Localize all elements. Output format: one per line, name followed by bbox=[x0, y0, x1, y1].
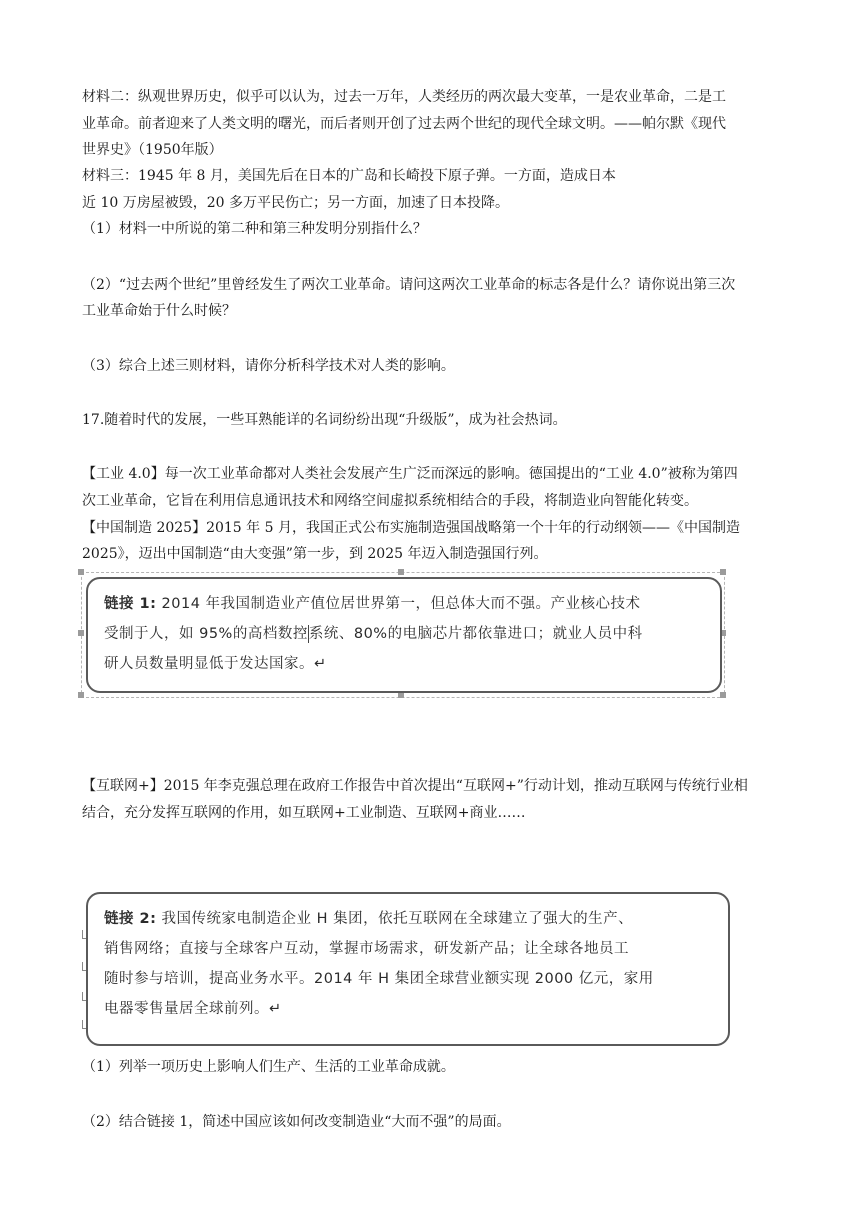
q17-question-2: （2）结合链接 1，简述中国应该如何改变制造业“大而不强”的局面。 bbox=[82, 1114, 511, 1130]
resize-handle[interactable] bbox=[78, 630, 84, 636]
link1-line3: 研人员数量明显低于发达国家。↵ bbox=[104, 656, 327, 672]
q16-question-2-line2: 工业革命始于什么时候？ bbox=[82, 303, 236, 319]
link2-line4: 电器零售量居全球前列。↵ bbox=[104, 1001, 282, 1017]
link2-line3: 随时参与培训，提高业务水平。2014 年 H 集团全球营业额实现 2000 亿元，家用 bbox=[104, 971, 654, 987]
internet-plus-line2: 结合，充分发挥互联网的作用，如互联网+工业制造、互联网+商业…… bbox=[82, 805, 526, 821]
material2-line1: 材料二：纵观世界历史，似乎可以认为，过去一万年，人类经历的两次最大变革，一是农业革命，二是工 bbox=[82, 89, 726, 105]
paragraph-mark bbox=[82, 962, 86, 971]
q16-question-1: （1）材料一中所说的第二种和第三种发明分别指什么？ bbox=[82, 221, 427, 237]
link2-label: 链接 2: bbox=[104, 911, 157, 927]
link1-line2a: 受制于人，如 95%的高档数控 bbox=[104, 626, 308, 642]
link1-box bbox=[86, 577, 722, 693]
paragraph-mark bbox=[82, 992, 86, 1001]
link2-line2: 销售网络；直接与全球客户互动，掌握市场需求，研发新产品；让全球各地员工 bbox=[104, 941, 629, 957]
industry40-line1: 【工业 4.0】每一次工业革命都对人类社会发展产生广泛而深远的影响。德国提出的“工业 4.0”被称为第四 bbox=[82, 466, 738, 482]
link2-line1: 我国传统家电制造企业 H 集团，依托互联网在全球建立了强大的生产、 bbox=[156, 911, 634, 927]
link1-label: 链接 1: bbox=[104, 596, 157, 612]
internet-plus-line1: 【互联网+】2015 年李克强总理在政府工作报告中首次提出“互联网+”行动计划，推动互联网与传统行业相 bbox=[82, 778, 748, 794]
link1-line2b: 系统、80%的电脑芯片都依靠进口；就业人员中科 bbox=[308, 626, 643, 642]
resize-handle[interactable] bbox=[78, 569, 84, 575]
made2025-line1: 【中国制造 2025】2015 年 5 月，我国正式公布实施制造强国战略第一个十年的行动纲领——《中国制造 bbox=[82, 520, 740, 536]
resize-handle[interactable] bbox=[720, 692, 726, 698]
resize-handle[interactable] bbox=[398, 569, 404, 575]
q16-question-2-line1: （2）“过去两个世纪”里曾经发生了两次工业革命。请问这两次工业革命的标志各是什么？请你说出第三次 bbox=[82, 277, 736, 293]
q16-question-3: （3）综合上述三则材料，请你分析科学技术对人类的影响。 bbox=[82, 358, 455, 374]
material2-line3: 世界史》（1950年版） bbox=[82, 142, 223, 158]
made2025-line2: 2025》，迈出中国制造“由大变强”第一步，到 2025 年迈入制造强国行列。 bbox=[82, 546, 548, 562]
q17-intro: 17.随着时代的发展，一些耳熟能详的名词纷纷出现“升级版”，成为社会热词。 bbox=[82, 412, 567, 428]
paragraph-mark bbox=[82, 930, 86, 939]
industry40-line2: 次工业革命，它旨在利用信息通讯技术和网络空间虚拟系统相结合的手段，将制造业向智能化转变。 bbox=[82, 493, 698, 509]
paragraph-mark bbox=[82, 1020, 86, 1029]
resize-handle[interactable] bbox=[78, 692, 84, 698]
material3-line1: 材料三：1945 年 8 月，美国先后在日本的广岛和长崎投下原子弹。一方面，造成日本 bbox=[82, 168, 616, 184]
resize-handle[interactable] bbox=[720, 569, 726, 575]
material3-line2: 近 10 万房屋被毁，20 多万平民伤亡；另一方面，加速了日本投降。 bbox=[82, 195, 509, 211]
q17-question-1: （1）列举一项历史上影响人们生产、生活的工业革命成就。 bbox=[82, 1059, 455, 1075]
link1-line1: 2014 年我国制造业产值位居世界第一，但总体大而不强。产业核心技术 bbox=[156, 596, 641, 612]
material2-line2: 业革命。前者迎来了人类文明的曙光，而后者则开创了过去两个世纪的现代全球文明。——帕尔默《现代 bbox=[82, 116, 726, 132]
link2-box bbox=[86, 892, 730, 1046]
